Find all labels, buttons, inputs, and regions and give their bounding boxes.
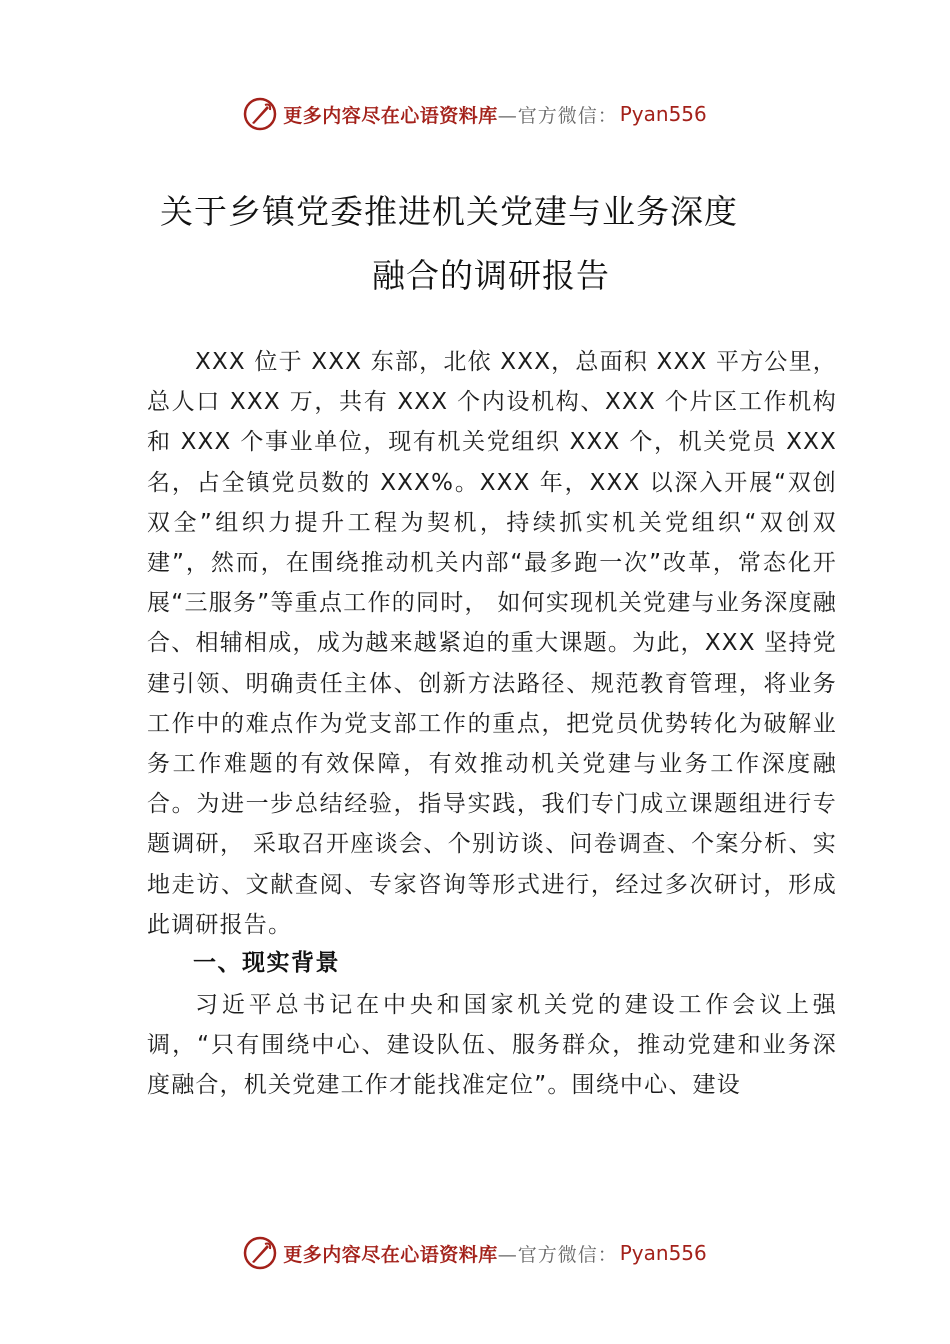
quill-logo-icon <box>243 1236 277 1270</box>
watermark-red-text: 更多内容尽在心语资料库 <box>283 104 498 127</box>
section-heading: 一、现实背景 <box>193 950 340 976</box>
watermark-red-text: 更多内容尽在心语资料库 <box>283 1243 498 1266</box>
quill-logo-icon <box>243 97 277 131</box>
watermark-gray-text: —官方微信： <box>497 104 618 127</box>
paragraph-intro: XXX 位于 XXX 东部，北依 XXX，总面积 XXX 平方公里，总人口 XXX 万，共有 XXX 个内设机构、XXX 个片区工作机构和 XXX 个事业单位，现有机关党组织 XXX 个，机关党员 XXX 名，占全镇党员数的 XXX%。XXX 年，XXX 以深入开展“双创双全”组织力提升工程为契机，持续抓实机关党组织“双创双建”，然而，在围绕推动机关内部“最多跑一次”改革，常态化开展“三服务”等重点工作的同时， 如何实现机关党建与业务深度融合、相辅相成，成为越来越紧迫的重大课题。为此，XXX 坚持党建引领、明确责任主体、创新方法路径、规范教育管理，将业务工作中的难点作为党支部工作的重点，把党员优势转化为破解业务工作难题的有效保障，有效推动机关党建与业务工作深度融合。为进一步总结经验，指导实践，我们专门成立课题组进行专题调研， 采取召开座谈会、个别访谈、问卷调查、个案分析、实地走访、文献查阅、专家咨询等形式进行，经过多次研讨，形成此调研报告。 <box>147 349 837 938</box>
watermark-banner-bottom <box>0 1233 950 1273</box>
paragraph-background: 习近平总书记在中央和国家机关党的建设工作会议上强调，“只有围绕中心、建设队伍、服务群众，推动党建和业务深度融合，机关党建工作才能找准定位”。围绕中心、建设 <box>147 992 837 1099</box>
document-title-line1: 关于乡镇党委推进机关党建与业务深度 <box>160 192 738 231</box>
watermark-wechat-id: Pyan556 <box>619 1241 707 1265</box>
document-title-line2: 融合的调研报告 <box>372 256 610 295</box>
watermark-wechat-id: Pyan556 <box>619 102 707 126</box>
watermark-banner-top <box>0 94 950 134</box>
watermark-gray-text: —官方微信： <box>497 1243 618 1266</box>
